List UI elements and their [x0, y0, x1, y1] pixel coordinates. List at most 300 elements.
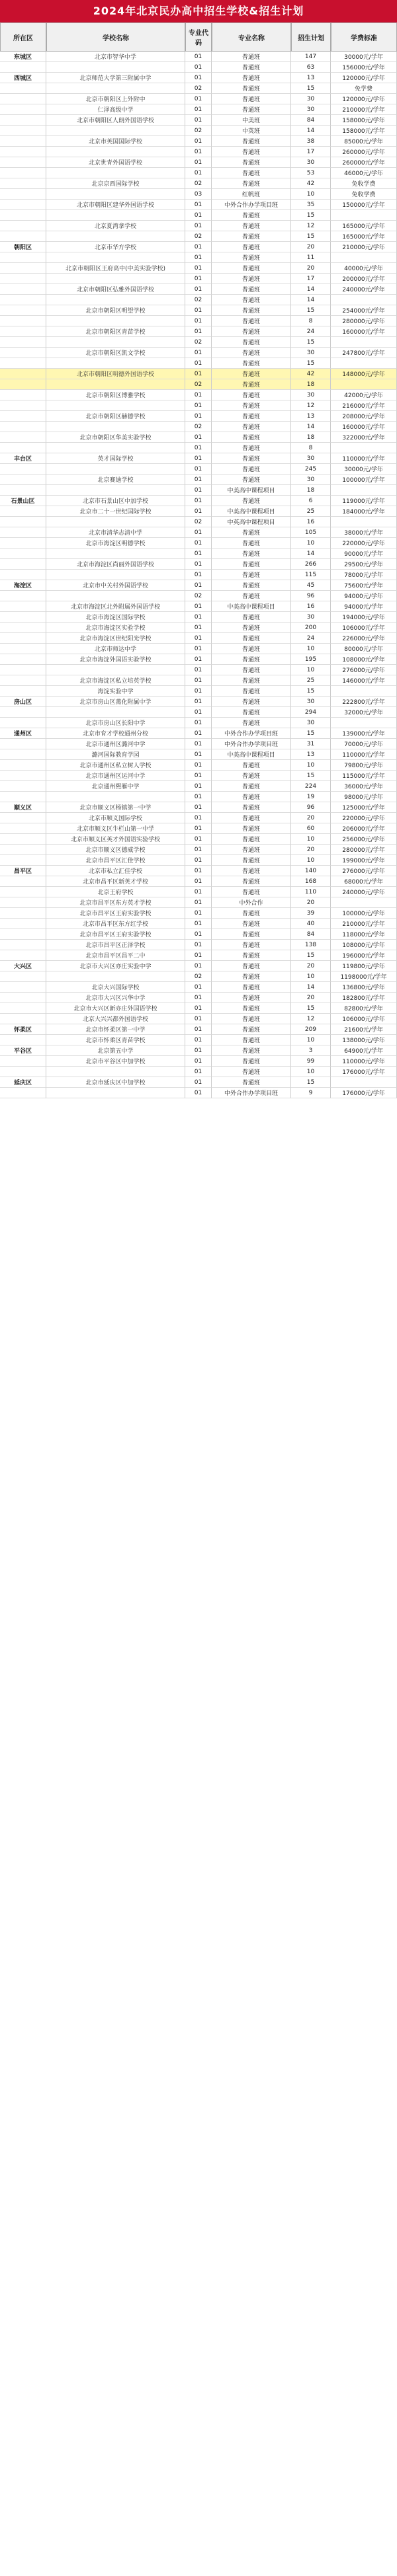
cell-fee: 100000元/学年: [331, 908, 397, 919]
cell-fee: 115000元/学年: [331, 771, 397, 781]
cell-fee: 148000元/学年: [331, 369, 397, 379]
cell-fee: [331, 443, 397, 453]
cell-quota: 147: [291, 52, 331, 62]
cell-major: 普通班: [212, 686, 291, 697]
cell-district: [0, 464, 46, 474]
cell-major: 普通班: [212, 823, 291, 834]
table-row: [0, 242, 397, 252]
table-row: [0, 580, 397, 591]
cell-district: [0, 157, 46, 168]
cell-code: 02: [185, 517, 212, 527]
cell-fee: 280000元/学年: [331, 845, 397, 855]
cell-school: 北京大兴国际学校: [46, 982, 185, 993]
table-row: [0, 707, 397, 718]
cell-code: 01: [185, 263, 212, 274]
cell-major: 普通班: [212, 242, 291, 252]
table-row: [0, 813, 397, 823]
cell-quota: 209: [291, 1024, 331, 1035]
cell-fee: 184000元/学年: [331, 506, 397, 517]
cell-district: [0, 422, 46, 432]
cell-fee: 222800元/学年: [331, 697, 397, 707]
cell-major: 普通班: [212, 633, 291, 644]
table-row: [0, 411, 397, 422]
cell-fee: 139000元/学年: [331, 728, 397, 739]
cell-major: 普通班: [212, 168, 291, 178]
table-row: [0, 1003, 397, 1014]
cell-district: [0, 570, 46, 580]
table-row: [0, 623, 397, 633]
cell-school: [46, 1067, 185, 1077]
cell-fee: [331, 295, 397, 305]
cell-code: 01: [185, 919, 212, 929]
cell-quota: 10: [291, 538, 331, 549]
table-row: [0, 718, 397, 728]
cell-district: 东城区: [0, 52, 46, 62]
cell-fee: 210000元/学年: [331, 242, 397, 252]
cell-code: 01: [185, 644, 212, 654]
table-row: [0, 919, 397, 929]
cell-district: [0, 813, 46, 823]
cell-quota: 105: [291, 527, 331, 538]
cell-fee: [331, 517, 397, 527]
cell-major: 普通班: [212, 834, 291, 845]
cell-code: 01: [185, 432, 212, 443]
cell-code: 01: [185, 358, 212, 369]
cell-district: [0, 654, 46, 665]
cell-school: 北京市海淀区尚丽外国语学校: [46, 559, 185, 570]
cell-quota: 30: [291, 474, 331, 485]
cell-district: [0, 739, 46, 749]
cell-quota: 30: [291, 104, 331, 115]
cell-major: 普通班: [212, 295, 291, 305]
cell-major: 普通班: [212, 411, 291, 422]
table-row: [0, 200, 397, 210]
table-row: [0, 284, 397, 295]
cell-quota: 53: [291, 168, 331, 178]
cell-quota: 39: [291, 908, 331, 919]
cell-fee: 75600元/学年: [331, 580, 397, 591]
table-row: [0, 83, 397, 94]
cell-quota: 224: [291, 781, 331, 792]
cell-code: 02: [185, 337, 212, 348]
cell-district: [0, 601, 46, 612]
cell-code: 01: [185, 739, 212, 749]
cell-major: 普通班: [212, 316, 291, 326]
cell-code: 01: [185, 369, 212, 379]
cell-school: 仁泽高级中学: [46, 104, 185, 115]
table-row: [0, 644, 397, 654]
cell-code: 01: [185, 813, 212, 823]
cell-school: [46, 316, 185, 326]
cell-school: 北京市通州区运河中学: [46, 771, 185, 781]
col-school: 学校名称: [46, 22, 185, 52]
cell-district: [0, 1056, 46, 1067]
cell-district: [0, 189, 46, 200]
cell-district: [0, 718, 46, 728]
cell-major: 普通班: [212, 961, 291, 971]
cell-district: [0, 231, 46, 242]
cell-district: [0, 876, 46, 887]
cell-code: 01: [185, 538, 212, 549]
cell-district: [0, 316, 46, 326]
cell-district: [0, 559, 46, 570]
table-row: [0, 1067, 397, 1077]
cell-code: 02: [185, 422, 212, 432]
cell-quota: 42: [291, 178, 331, 189]
cell-quota: 24: [291, 633, 331, 644]
cell-code: 01: [185, 136, 212, 147]
cell-quota: 38: [291, 136, 331, 147]
cell-school: 北京市昌平区东方红学校: [46, 919, 185, 929]
cell-district: [0, 591, 46, 601]
table-row: [0, 760, 397, 771]
cell-fee: 119000元/学年: [331, 496, 397, 506]
cell-quota: 15: [291, 686, 331, 697]
cell-school: 北京市中关村外国语学校: [46, 580, 185, 591]
cell-code: 01: [185, 866, 212, 876]
cell-school: 北京市朝阳区人朗外国语学校: [46, 115, 185, 126]
cell-major: 普通班: [212, 675, 291, 686]
cell-quota: 15: [291, 337, 331, 348]
cell-major: 中美班: [212, 115, 291, 126]
cell-school: 北京市朝阳区建华外国语学校: [46, 200, 185, 210]
cell-school: 北京市海淀区私立培英学校: [46, 675, 185, 686]
cell-district: [0, 749, 46, 760]
cell-school: 北京市平谷区中加学校: [46, 1056, 185, 1067]
table-row: [0, 1077, 397, 1088]
table-row: [0, 168, 397, 178]
cell-major: 普通班: [212, 337, 291, 348]
table-row: [0, 252, 397, 263]
cell-code: 01: [185, 771, 212, 781]
cell-major: 普通班: [212, 157, 291, 168]
cell-school: 北京市朝阳区凯文学校: [46, 348, 185, 358]
col-district: 所在区: [0, 22, 46, 52]
cell-fee: 199000元/学年: [331, 855, 397, 866]
cell-district: [0, 136, 46, 147]
cell-district: [0, 474, 46, 485]
cell-code: 01: [185, 823, 212, 834]
cell-quota: 15: [291, 231, 331, 242]
cell-major: 中美高中课程项目: [212, 506, 291, 517]
cell-major: 普通班: [212, 771, 291, 781]
cell-code: 01: [185, 496, 212, 506]
cell-school: [46, 83, 185, 94]
cell-school: 北京市朝阳区明望学校: [46, 305, 185, 316]
cell-major: 普通班: [212, 1024, 291, 1035]
cell-quota: 14: [291, 549, 331, 559]
cell-fee: 165000元/学年: [331, 221, 397, 231]
cell-major: 普通班: [212, 221, 291, 231]
cell-quota: 18: [291, 485, 331, 496]
cell-major: 普通班: [212, 1056, 291, 1067]
cell-fee: 82800元/学年: [331, 1003, 397, 1014]
cell-code: 01: [185, 474, 212, 485]
cell-district: 丰台区: [0, 453, 46, 464]
cell-code: 01: [185, 527, 212, 538]
cell-quota: 10: [291, 760, 331, 771]
cell-school: 北京市清华志清中学: [46, 527, 185, 538]
cell-code: 02: [185, 126, 212, 136]
cell-fee: [331, 897, 397, 908]
cell-major: 普通班: [212, 866, 291, 876]
cell-fee: 120000元/学年: [331, 94, 397, 104]
cell-district: 石景山区: [0, 496, 46, 506]
cell-major: 普通班: [212, 252, 291, 263]
cell-major: 普通班: [212, 1077, 291, 1088]
cell-fee: 146000元/学年: [331, 675, 397, 686]
cell-quota: 17: [291, 274, 331, 284]
cell-code: 01: [185, 52, 212, 62]
cell-major: 普通班: [212, 443, 291, 453]
cell-district: 大兴区: [0, 961, 46, 971]
cell-district: [0, 432, 46, 443]
cell-quota: 10: [291, 189, 331, 200]
cell-school: 北京市朝阳区明德外国语学校: [46, 369, 185, 379]
cell-fee: 30000元/学年: [331, 464, 397, 474]
cell-quota: 30: [291, 697, 331, 707]
table-row: [0, 369, 397, 379]
cell-district: [0, 665, 46, 675]
cell-school: [46, 464, 185, 474]
cell-quota: 84: [291, 929, 331, 940]
cell-fee: 94000元/学年: [331, 591, 397, 601]
cell-district: [0, 443, 46, 453]
cell-district: [0, 919, 46, 929]
cell-code: 01: [185, 157, 212, 168]
cell-school: 北京市大兴区新亦庄外国语学校: [46, 1003, 185, 1014]
cell-fee: 32000元/学年: [331, 707, 397, 718]
cell-school: 北京市大兴区兴华中学: [46, 993, 185, 1003]
table-row: [0, 231, 397, 242]
cell-fee: [331, 358, 397, 369]
cell-school: 北京市朝阳区弘雅外国语学校: [46, 284, 185, 295]
cell-quota: 15: [291, 1003, 331, 1014]
cell-fee: 226000元/学年: [331, 633, 397, 644]
cell-quota: 30: [291, 390, 331, 400]
cell-fee: 64900元/学年: [331, 1045, 397, 1056]
cell-major: 普通班: [212, 358, 291, 369]
cell-school: 北京市房山区长阳中学: [46, 718, 185, 728]
cell-school: 北京市昌平区东方英才学校: [46, 897, 185, 908]
cell-code: 01: [185, 348, 212, 358]
cell-district: [0, 950, 46, 961]
cell-major: 普通班: [212, 147, 291, 157]
table-row: [0, 1056, 397, 1067]
cell-code: 01: [185, 73, 212, 83]
table-row: [0, 559, 397, 570]
cell-fee: [331, 1077, 397, 1088]
cell-district: [0, 252, 46, 263]
cell-quota: 294: [291, 707, 331, 718]
cell-major: 普通班: [212, 1014, 291, 1024]
cell-district: [0, 771, 46, 781]
cell-fee: 106000元/学年: [331, 1014, 397, 1024]
cell-quota: 15: [291, 771, 331, 781]
cell-fee: 110000元/学年: [331, 1056, 397, 1067]
cell-quota: 20: [291, 242, 331, 252]
cell-quota: 16: [291, 601, 331, 612]
cell-code: 01: [185, 200, 212, 210]
cell-code: 01: [185, 453, 212, 464]
cell-school: [46, 591, 185, 601]
cell-code: 02: [185, 231, 212, 242]
cell-quota: 30: [291, 94, 331, 104]
table-row: [0, 379, 397, 390]
cell-quota: 10: [291, 971, 331, 982]
cell-code: 01: [185, 1035, 212, 1045]
cell-fee: 158000元/学年: [331, 126, 397, 136]
cell-fee: 80000元/学年: [331, 644, 397, 654]
table-row: [0, 591, 397, 601]
cell-school: 海淀实验中学: [46, 686, 185, 697]
cell-major: 普通班: [212, 178, 291, 189]
cell-code: 02: [185, 83, 212, 94]
cell-major: 普通班: [212, 305, 291, 316]
cell-major: 普通班: [212, 591, 291, 601]
cell-district: [0, 305, 46, 316]
cell-quota: 10: [291, 855, 331, 866]
cell-district: [0, 971, 46, 982]
cell-district: [0, 707, 46, 718]
cell-code: 01: [185, 718, 212, 728]
cell-fee: 176000元/学年: [331, 1088, 397, 1098]
cell-code: 01: [185, 601, 212, 612]
table-row: [0, 316, 397, 326]
table-row: [0, 1045, 397, 1056]
cell-school: 北京市海淀区明德学校: [46, 538, 185, 549]
cell-school: 北京市昌平区王府实验学校: [46, 929, 185, 940]
cell-fee: 280000元/学年: [331, 316, 397, 326]
cell-fee: 160000元/学年: [331, 326, 397, 337]
table-row: [0, 993, 397, 1003]
page-title: 2024年北京民办高中招生学校&招生计划: [0, 0, 397, 22]
table-row: [0, 686, 397, 697]
cell-district: [0, 675, 46, 686]
cell-code: 01: [185, 305, 212, 316]
cell-quota: 42: [291, 369, 331, 379]
cell-major: 普通班: [212, 379, 291, 390]
cell-school: [46, 400, 185, 411]
cell-major: 普通班: [212, 707, 291, 718]
cell-major: 普通班: [212, 432, 291, 443]
cell-fee: 110000元/学年: [331, 453, 397, 464]
cell-quota: 30: [291, 453, 331, 464]
cell-school: [46, 422, 185, 432]
cell-school: 北京市朝阳区上外附中: [46, 94, 185, 104]
cell-fee: 216000元/学年: [331, 400, 397, 411]
cell-major: 普通班: [212, 665, 291, 675]
cell-code: 03: [185, 189, 212, 200]
cell-code: 01: [185, 1056, 212, 1067]
table-row: [0, 697, 397, 707]
cell-fee: 29500元/学年: [331, 559, 397, 570]
cell-major: 普通班: [212, 390, 291, 400]
cell-fee: 276000元/学年: [331, 866, 397, 876]
table-row: [0, 633, 397, 644]
cell-fee: 220000元/学年: [331, 813, 397, 823]
cell-school: 北京市顺义国际学校: [46, 813, 185, 823]
cell-school: [46, 189, 185, 200]
cell-school: 北京赛迪学校: [46, 474, 185, 485]
col-quota: 招生计划: [291, 22, 331, 52]
cell-major: 普通班: [212, 549, 291, 559]
cell-district: [0, 94, 46, 104]
cell-code: 01: [185, 464, 212, 474]
cell-fee: 68000元/学年: [331, 876, 397, 887]
cell-code: 01: [185, 485, 212, 496]
cell-school: [46, 485, 185, 496]
cell-quota: 10: [291, 665, 331, 675]
cell-major: 普通班: [212, 73, 291, 83]
cell-quota: 14: [291, 284, 331, 295]
cell-fee: 158000元/学年: [331, 115, 397, 126]
cell-fee: 276000元/学年: [331, 665, 397, 675]
cell-district: [0, 400, 46, 411]
cell-code: 01: [185, 887, 212, 897]
cell-fee: [331, 485, 397, 496]
table-row: [0, 62, 397, 73]
table-row: [0, 104, 397, 115]
cell-fee: 110000元/学年: [331, 749, 397, 760]
cell-fee: 156000元/学年: [331, 62, 397, 73]
cell-major: 普通班: [212, 993, 291, 1003]
cell-code: 02: [185, 295, 212, 305]
cell-school: [46, 274, 185, 284]
cell-fee: 30000元/学年: [331, 52, 397, 62]
table-row: [0, 326, 397, 337]
cell-quota: 6: [291, 496, 331, 506]
cell-code: 01: [185, 623, 212, 633]
cell-fee: 38000元/学年: [331, 527, 397, 538]
cell-fee: 100000元/学年: [331, 474, 397, 485]
cell-code: 01: [185, 570, 212, 580]
cell-fee: 36000元/学年: [331, 781, 397, 792]
cell-quota: 96: [291, 802, 331, 813]
cell-school: 北京市师达中学: [46, 644, 185, 654]
cell-school: 北京市通州区潞河中学: [46, 739, 185, 749]
cell-fee: 240000元/学年: [331, 887, 397, 897]
cell-district: [0, 390, 46, 400]
cell-fee: 165000元/学年: [331, 231, 397, 242]
cell-school: 北京市顺义区牛栏山第一中学: [46, 823, 185, 834]
col-code: 专业代码: [185, 22, 212, 52]
cell-code: 01: [185, 802, 212, 813]
cell-code: 01: [185, 210, 212, 221]
cell-code: 01: [185, 1003, 212, 1014]
table-body: [0, 52, 397, 1098]
cell-major: 中外合作办学项目班: [212, 200, 291, 210]
cell-fee: 208000元/学年: [331, 411, 397, 422]
cell-code: 01: [185, 728, 212, 739]
cell-quota: 10: [291, 1067, 331, 1077]
cell-quota: 200: [291, 623, 331, 633]
cell-major: 中美高中课程项目: [212, 749, 291, 760]
table-row: [0, 728, 397, 739]
cell-fee: 138000元/学年: [331, 1035, 397, 1045]
cell-major: 普通班: [212, 612, 291, 623]
cell-district: [0, 982, 46, 993]
cell-code: 01: [185, 654, 212, 665]
cell-fee: 254000元/学年: [331, 305, 397, 316]
cell-district: [0, 1067, 46, 1077]
cell-school: 北京市顺义区德威学校: [46, 845, 185, 855]
cell-code: 01: [185, 612, 212, 623]
cell-quota: 110: [291, 887, 331, 897]
cell-major: 普通班: [212, 940, 291, 950]
cell-fee: 322000元/学年: [331, 432, 397, 443]
table-row: [0, 845, 397, 855]
